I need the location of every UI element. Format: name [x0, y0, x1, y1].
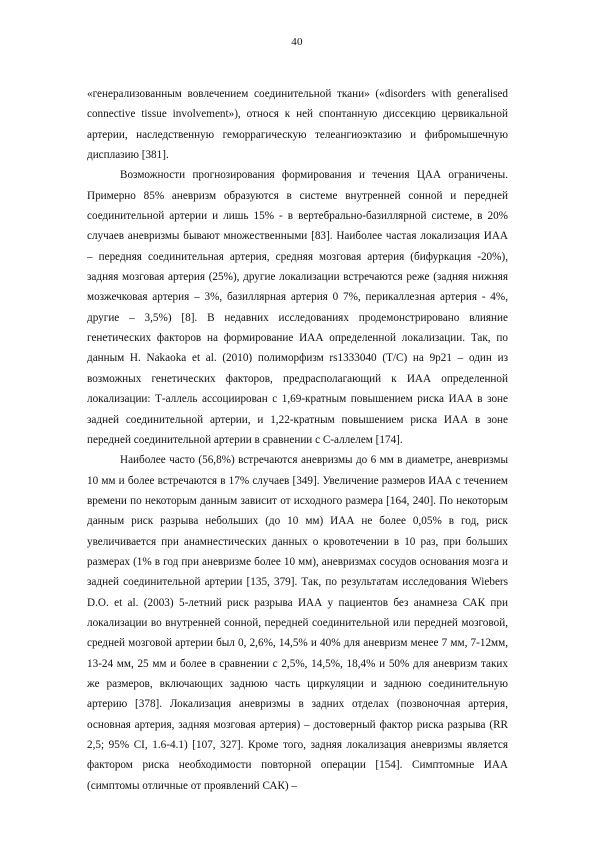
page-number: 40 — [291, 36, 303, 48]
paragraph-aneurysm-size-risk: Наиболее часто (56,8%) встречаются аневризмы до 6 мм в диаметре, аневризмы 10 мм и более встречаются в 17% случаев [349]. Увеличение размеров ИАА с течением времени по некоторым данным зависит от исходного размера [164, 240]. По некоторым данным риск разрыва небольших (до 10 мм) ИАА не более 0,05% в год, риск увеличивается при анамнестических данных о кровотечении в 10 раз, при больших размерах (1% в год при аневризме более 10 мм), аневризмах сосудов основания мозга и задней соединительной артерии [135, 379]. Так, по результатам исследования Wiebers D.O. et al. (2003) 5-летний риск разрыва ИАА у пациентов без анамнеза САК при локализации во внутренней сонной, передней соединительной или передней мозговой, средней мозговой артерии был 0, 2,6%, 14,5% и 40% для аневризм менее 7 мм, 7-12мм, 13-24 мм, 25 мм и более в сравнении с 2,5%, 14,5%, 18,4% и 50% для аневризм таких же размеров, включающих заднюю часть циркуляции и заднюю соединительную артерию [378]. Локализация аневризмы в задних отделах (позвоночная артерия, основная артерия, задняя мозговая артерия) – достоверный фактор риска разрыва (RR 2,5; 95% CI, 1.6-4.1) [107, 327]. Кроме того, задняя локализация аневризмы является фактором риска необходимости повторной операции [154]. Симптомные ИАА (симптомы отличные от проявлений САК) – — [87, 454, 508, 792]
paragraph-continuation: «генерализованным вовлечением соединительной ткани» («disorders with generalised connective tissue involvement»), относя к ней спонтанную диссекцию цервикальной артерии, наследственную геморрагическую телеангиоэктазию и фибромышечную дисплазию [381]. — [87, 88, 508, 162]
paragraph-aneurysm-localization: Возможности прогнозирования формирования и течения ЦАА ограничены. Примерно 85% аневризм образуются в системе внутренней сонной и передней соединительной артерии и лишь 15% - в вертебрально-базиллярной системе, в 20% случаев аневризмы бывают множественными [83]. Наиболее частая локализация ИАА – передняя соединительная артерия, средняя мозговая артерия (бифуркация -20%), задняя мозговая артерия (25%), другие локализации встречаются реже (задняя нижняя мозжечковая артерия – 3%, базиллярная артерия 0 7%, перикаллезная артерия - 4%, другие – 3,5%) [8]. В недавних исследованиях продемонстрировано влияние генетических факторов на формирование ИАА определенной локализации. Так, по данным H. Nakaoka et al. (2010) полиморфизм rs1333040 (T/C) на 9p21 – один из возможных генетических факторов, предрасполагающий к ИАА определенной локализации: Т-аллель ассоциирован с 1,69-кратным повышением риска ИАА в зоне задней соединительной артерии, и 1,22-кратным повышением риска ИАА в зоне передней соединительной артерии в сравнении с С-аллелем [174]. — [87, 169, 508, 446]
body-text — [87, 84, 508, 796]
